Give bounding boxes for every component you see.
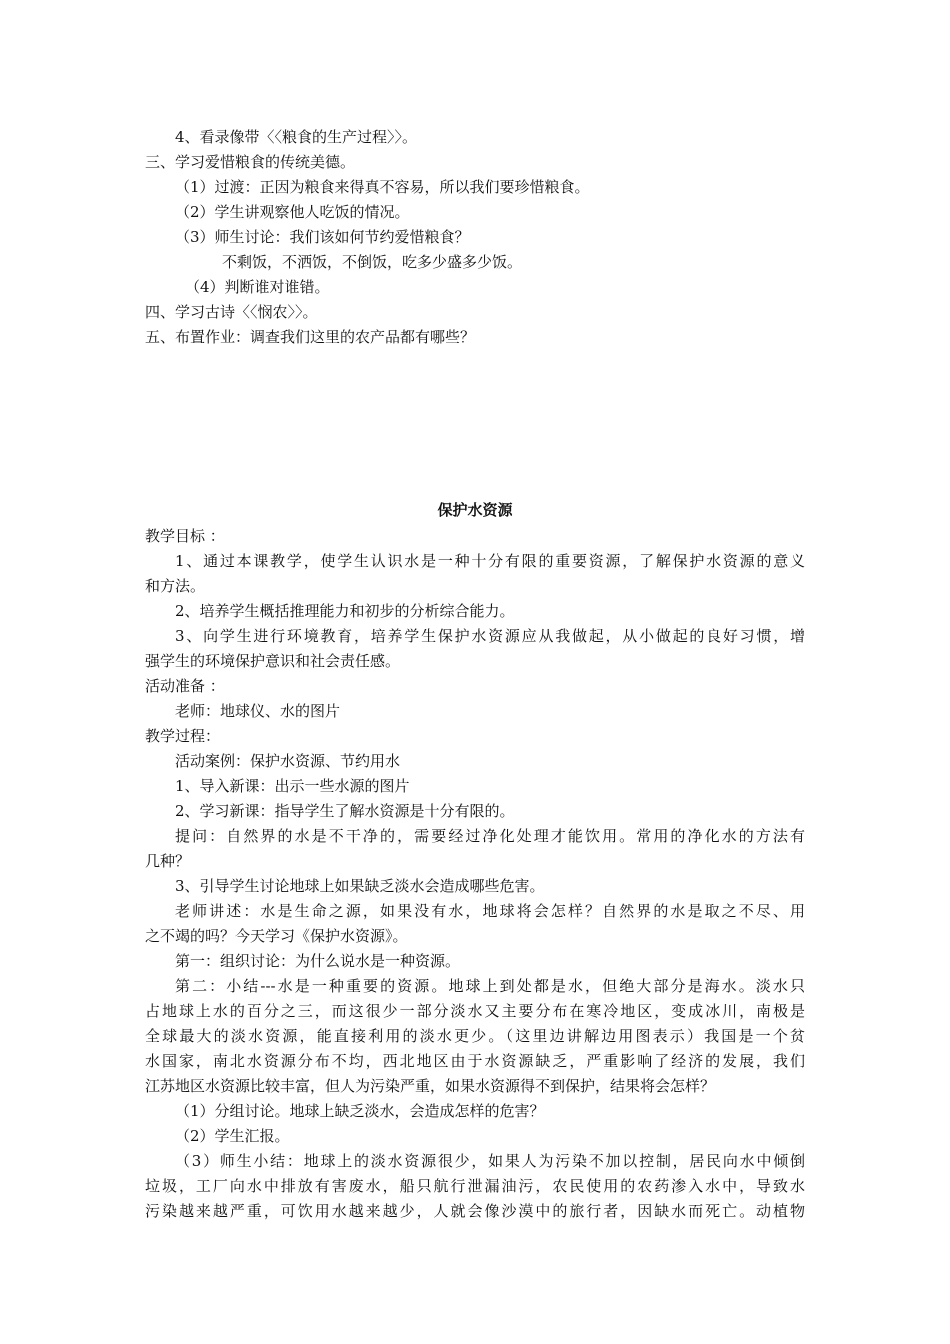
text-line: 3、向学生进行环境教育，培养学生保护水资源应从我做起，从小做起的良好习惯，增 — [175, 627, 805, 645]
text-line: 4、看录像带〈〈粮食的生产过程〉〉。 — [175, 128, 418, 146]
text-line: （1）分组讨论。地球上缺乏淡水，会造成怎样的危害？ — [175, 1102, 545, 1120]
goals-heading: 教学目标 ： — [145, 527, 225, 545]
text-line: 强学生的环境保护意识和社会责任感。 — [145, 652, 401, 670]
text-line: 老师：地球仪、水的图片 — [175, 702, 341, 720]
prep-heading: 活动准备 ： — [145, 677, 225, 695]
text-line: 全球最大的淡水资源，能直接利用的淡水更少。（这里边讲解边用图表示）我国是一个贫 — [145, 1027, 805, 1045]
text-line: 和方法。 — [145, 577, 206, 595]
section-heading-four: 四、学习古诗〈〈悯农〉〉。 — [145, 303, 318, 321]
text-line: （3）师生讨论：我们该如何节约爱惜粮食？ — [175, 228, 470, 246]
text-line: 不剩饭，不洒饭，不倒饭，吃多少盛多少饭。 — [222, 253, 523, 271]
text-line: 水国家，南北水资源分布不均，西北地区由于水资源缺乏，严重影响了经济的发展，我们 — [145, 1052, 805, 1070]
text-line: 活动案例：保护水资源、节约用水 — [175, 752, 401, 770]
text-line: 2、培养学生概括推理能力和初步的分析综合能力。 — [175, 602, 515, 620]
text-line: （2）学生汇报。 — [175, 1127, 290, 1145]
text-line: 第一：组织讨论：为什么说水是一种资源。 — [175, 952, 461, 970]
text-line: 垃圾，工厂向水中排放有害废水，船只航行泄漏油污，农民使用的农药渗入水中，导致水 — [145, 1177, 805, 1195]
text-line: 1、通过本课教学，使学生认识水是一种十分有限的重要资源，了解保护水资源的意义 — [175, 552, 805, 570]
text-line: 第二：小结---水是一种重要的资源。地球上到处都是水，但绝大部分是海水。淡水只 — [175, 977, 805, 995]
text-line: 1、导入新课：出示一些水源的图片 — [175, 777, 410, 795]
section-heading-five: 五、布置作业：调查我们这里的农产品都有哪些？ — [145, 328, 476, 346]
text-line: 占地球上水的百分之三，而这很少一部分淡水又主要分布在寒冷地区，变成冰川，南极是 — [145, 1002, 805, 1020]
text-line: （4）判断谁对谁错。 — [185, 278, 330, 296]
text-line: （2）学生讲观察他人吃饭的情况。 — [175, 203, 410, 221]
text-line: 老师讲述：水是生命之源，如果没有水，地球将会怎样？自然界的水是取之不尽、用 — [175, 902, 805, 920]
text-line: 污染越来越严重，可饮用水越来越少，人就会像沙漠中的旅行者，因缺水而死亡。动植物 — [145, 1202, 805, 1220]
process-heading: 教学过程： — [145, 727, 221, 745]
section-heading-three: 三、学习爱惜粮食的传统美德。 — [145, 153, 356, 171]
page-title: 保护水资源 — [437, 501, 513, 519]
text-line: 江苏地区水资源比较丰富，但人为污染严重，如果水资源得不到保护，结果将会怎样？ — [145, 1077, 716, 1095]
text-line: 2、学习新课：指导学生了解水资源是十分有限的。 — [175, 802, 515, 820]
text-line: 3、引导学生讨论地球上如果缺乏淡水会造成哪些危害。 — [175, 877, 545, 895]
text-line: 几种？ — [145, 852, 191, 870]
text-line: 之不竭的吗？今天学习《保护水资源》。 — [145, 927, 408, 945]
text-line: 提问：自然界的水是不干净的，需要经过净化处理才能饮用。常用的净化水的方法有 — [175, 827, 805, 845]
text-line: （3）师生小结：地球上的淡水资源很少，如果人为污染不加以控制，居民向水中倾倒 — [175, 1152, 805, 1170]
text-line: （1）过渡：正因为粮食来得真不容易，所以我们要珍惜粮食。 — [175, 178, 590, 196]
